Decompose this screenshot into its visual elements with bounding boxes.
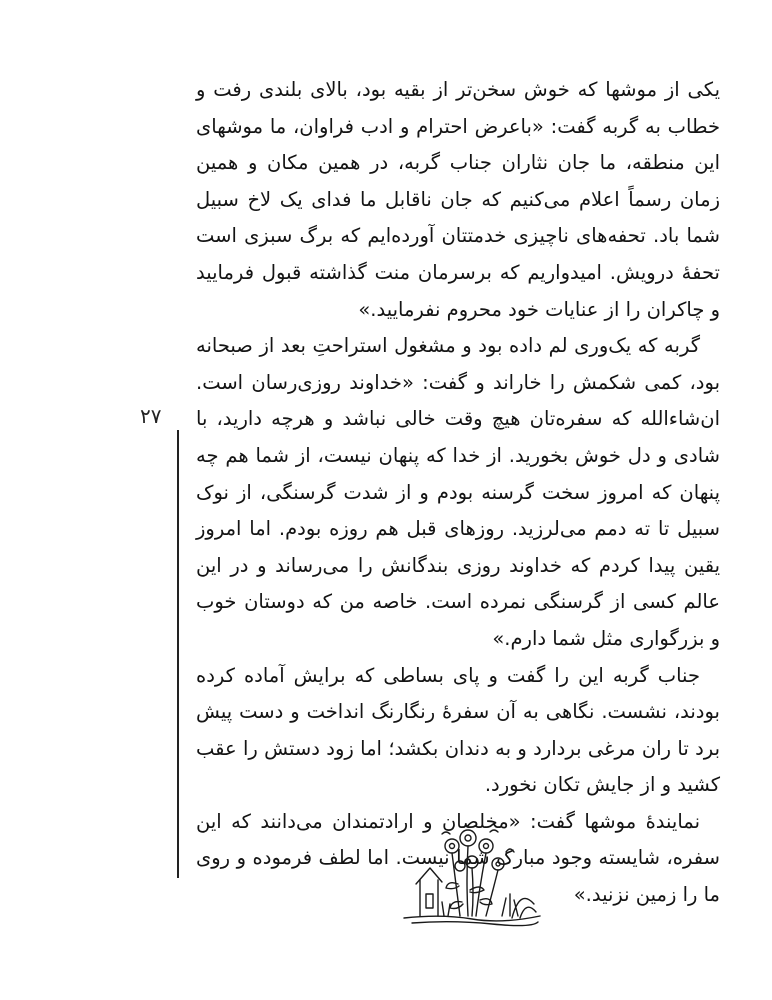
body-text bbox=[196, 72, 720, 914]
page-number: ۲۷ bbox=[140, 404, 162, 428]
flowers-illustration bbox=[402, 824, 542, 930]
paragraph-1: یکی از موشها که خوش سخن‌تر از بقیه بود، بالای بلندی رفت و خطاب به گربه گفت: «باعرض احترام و ادب فراوان، ما موشهای این منطقه، ما جان نثاران جناب گربه، در همین مکان و همین زمان رسماً اعلام می‌کنیم که جان ناقابل ما فدای یک لاخ سبیل شما باد. تحفه‌های ناچیزی خدمتتان آورده‌ایم که برگ سبزی است تحفهٔ درویش. امیدواریم که برسرمان منت گذاشته قبول فرمایید و چاکران را از عنایات خود محروم نفرمایید.» bbox=[196, 78, 720, 321]
paragraph-3: جناب گربه این را گفت و پای بساطی که برایش آماده کرده بودند، نشست. نگاهی به آن سفرهٔ رنگارنگ انداخت و دست پیش برد تا ران مرغی بردارد و به دندان بکشد؛ اما زود دستش را عقب کشید و از جایش تکان نخورد. bbox=[196, 663, 720, 797]
paragraph-2: گربه که یک‌وری لم داده بود و مشغول استراحتِ بعد از صبحانه بود، کمی شکمش را خاراند و گفت: «خداوند روزی‌رسان است. ان‌شاءالله که سفره‌تان هیچ وقت خالی نباشد و هرچه دارید، با شادی و دل خوش بخورید. از خدا که پنهان نیست، از شما هم چه پنهان که امروز سخت گرسنه بودم و از شدت گرسنگی، از نوک سبیل تا ته دمم می‌لرزید. روزهای قبل هم روزه بودم. اما امروز یقین پیدا کردم که خداوند روزی بندگانش را می‌رساند و در این عالم کسی از گرسنگی نمرده است. خاصه من که دوستان خوب و بزرگواری مثل شما دارم.» bbox=[196, 334, 720, 650]
margin-rule bbox=[177, 430, 179, 878]
paragraph-4: نمایندهٔ موشها گفت: «مخلصان و ارادتمندان می‌دانند که این سفره، شایسته وجود مبارک شما نیست. اما لطف فرموده و روی ما را زمین نزنید.» bbox=[196, 809, 720, 907]
